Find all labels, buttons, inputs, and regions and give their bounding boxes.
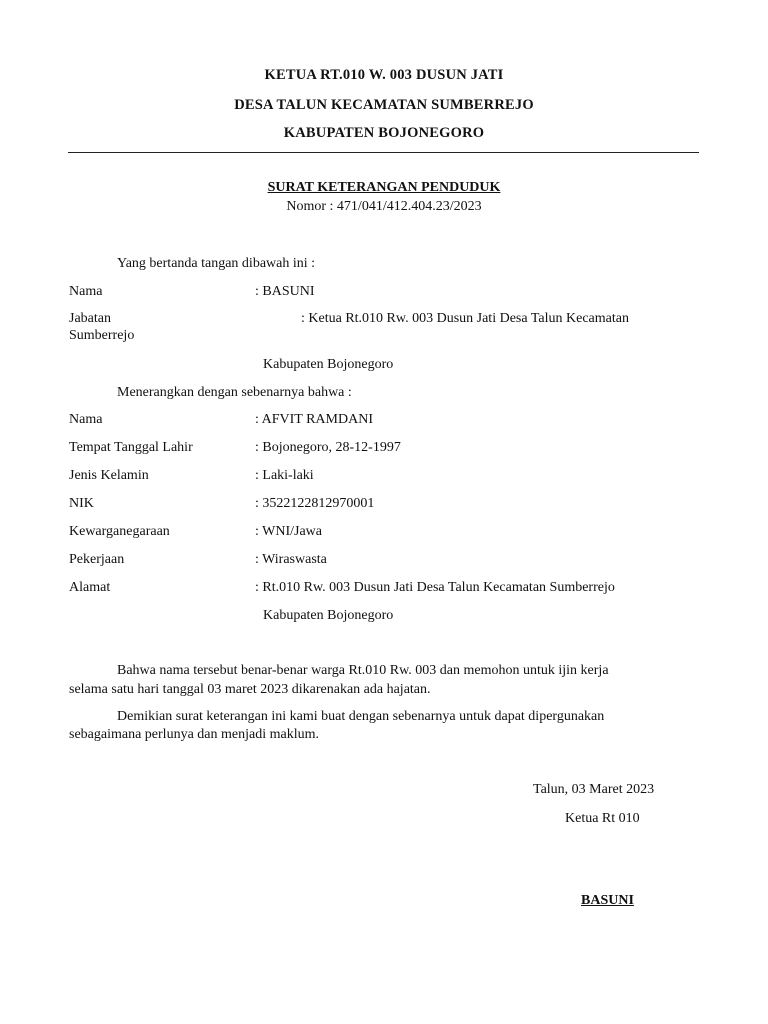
subject-label: Jenis Kelamin [69, 468, 149, 483]
signature-name: BASUNI [581, 893, 634, 908]
header-line-2: DESA TALUN KECAMATAN SUMBERREJO [234, 97, 534, 113]
letter-number: Nomor : 471/041/412.404.23/2023 [286, 199, 482, 214]
signature-place-date: Talun, 03 Maret 2023 [533, 782, 655, 797]
subject-label: Kewarganegaraan [69, 524, 170, 539]
signer-position-wrap: Sumberrejo [69, 328, 135, 343]
subject-value: : 3522122812970001 [255, 496, 375, 511]
header-line-1: KETUA RT.010 W. 003 DUSUN JATI [264, 67, 504, 83]
signer-name-label: Nama [69, 284, 103, 299]
paragraph-1-line-1: Bahwa nama tersebut benar-benar warga Rt.010 Rw. 003 dan memohon untuk ijin kerja [117, 663, 609, 678]
subject-label: Pekerjaan [69, 552, 125, 567]
subject-value: : WNI/Jawa [255, 524, 322, 539]
subject-value: : Wiraswasta [255, 552, 327, 567]
signer-position-value: : Ketua Rt.010 Rw. 003 Dusun Jati Desa Talun Kecamatan [301, 311, 629, 326]
intro-subject: Menerangkan dengan sebenarnya bahwa : [117, 385, 352, 400]
subject-label: NIK [69, 496, 94, 511]
paragraph-2-line-1: Demikian surat keterangan ini kami buat dengan sebenarnya untuk dapat dipergunakan [117, 709, 605, 724]
subject-value: : AFVIT RAMDANI [255, 412, 373, 427]
signer-name-value: : BASUNI [255, 284, 315, 299]
subject-label: Alamat [69, 580, 111, 595]
subject-label: Nama [69, 412, 103, 427]
signer-position-line-2: Kabupaten Bojonegoro [263, 357, 394, 372]
signer-position-label: Jabatan [69, 311, 111, 326]
address-line-2: Kabupaten Bojonegoro [263, 608, 394, 623]
intro-signer: Yang bertanda tangan dibawah ini : [117, 256, 316, 271]
subject-value: : Bojonegoro, 28-12-1997 [255, 440, 401, 455]
signature-role: Ketua Rt 010 [565, 811, 640, 826]
subject-value: : Laki-laki [255, 468, 314, 483]
letter-title: SURAT KETERANGAN PENDUDUK [267, 180, 501, 195]
header-divider [68, 152, 699, 153]
header-line-3: KABUPATEN BOJONEGORO [283, 125, 485, 141]
subject-value: : Rt.010 Rw. 003 Dusun Jati Desa Talun Kecamatan Sumberrejo [255, 580, 615, 595]
subject-label: Tempat Tanggal Lahir [69, 440, 193, 455]
paragraph-1-line-2: selama satu hari tanggal 03 maret 2023 dikarenakan ada hajatan. [69, 682, 431, 697]
paragraph-2-line-2: sebagaimana perlunya dan menjadi maklum. [69, 727, 319, 742]
